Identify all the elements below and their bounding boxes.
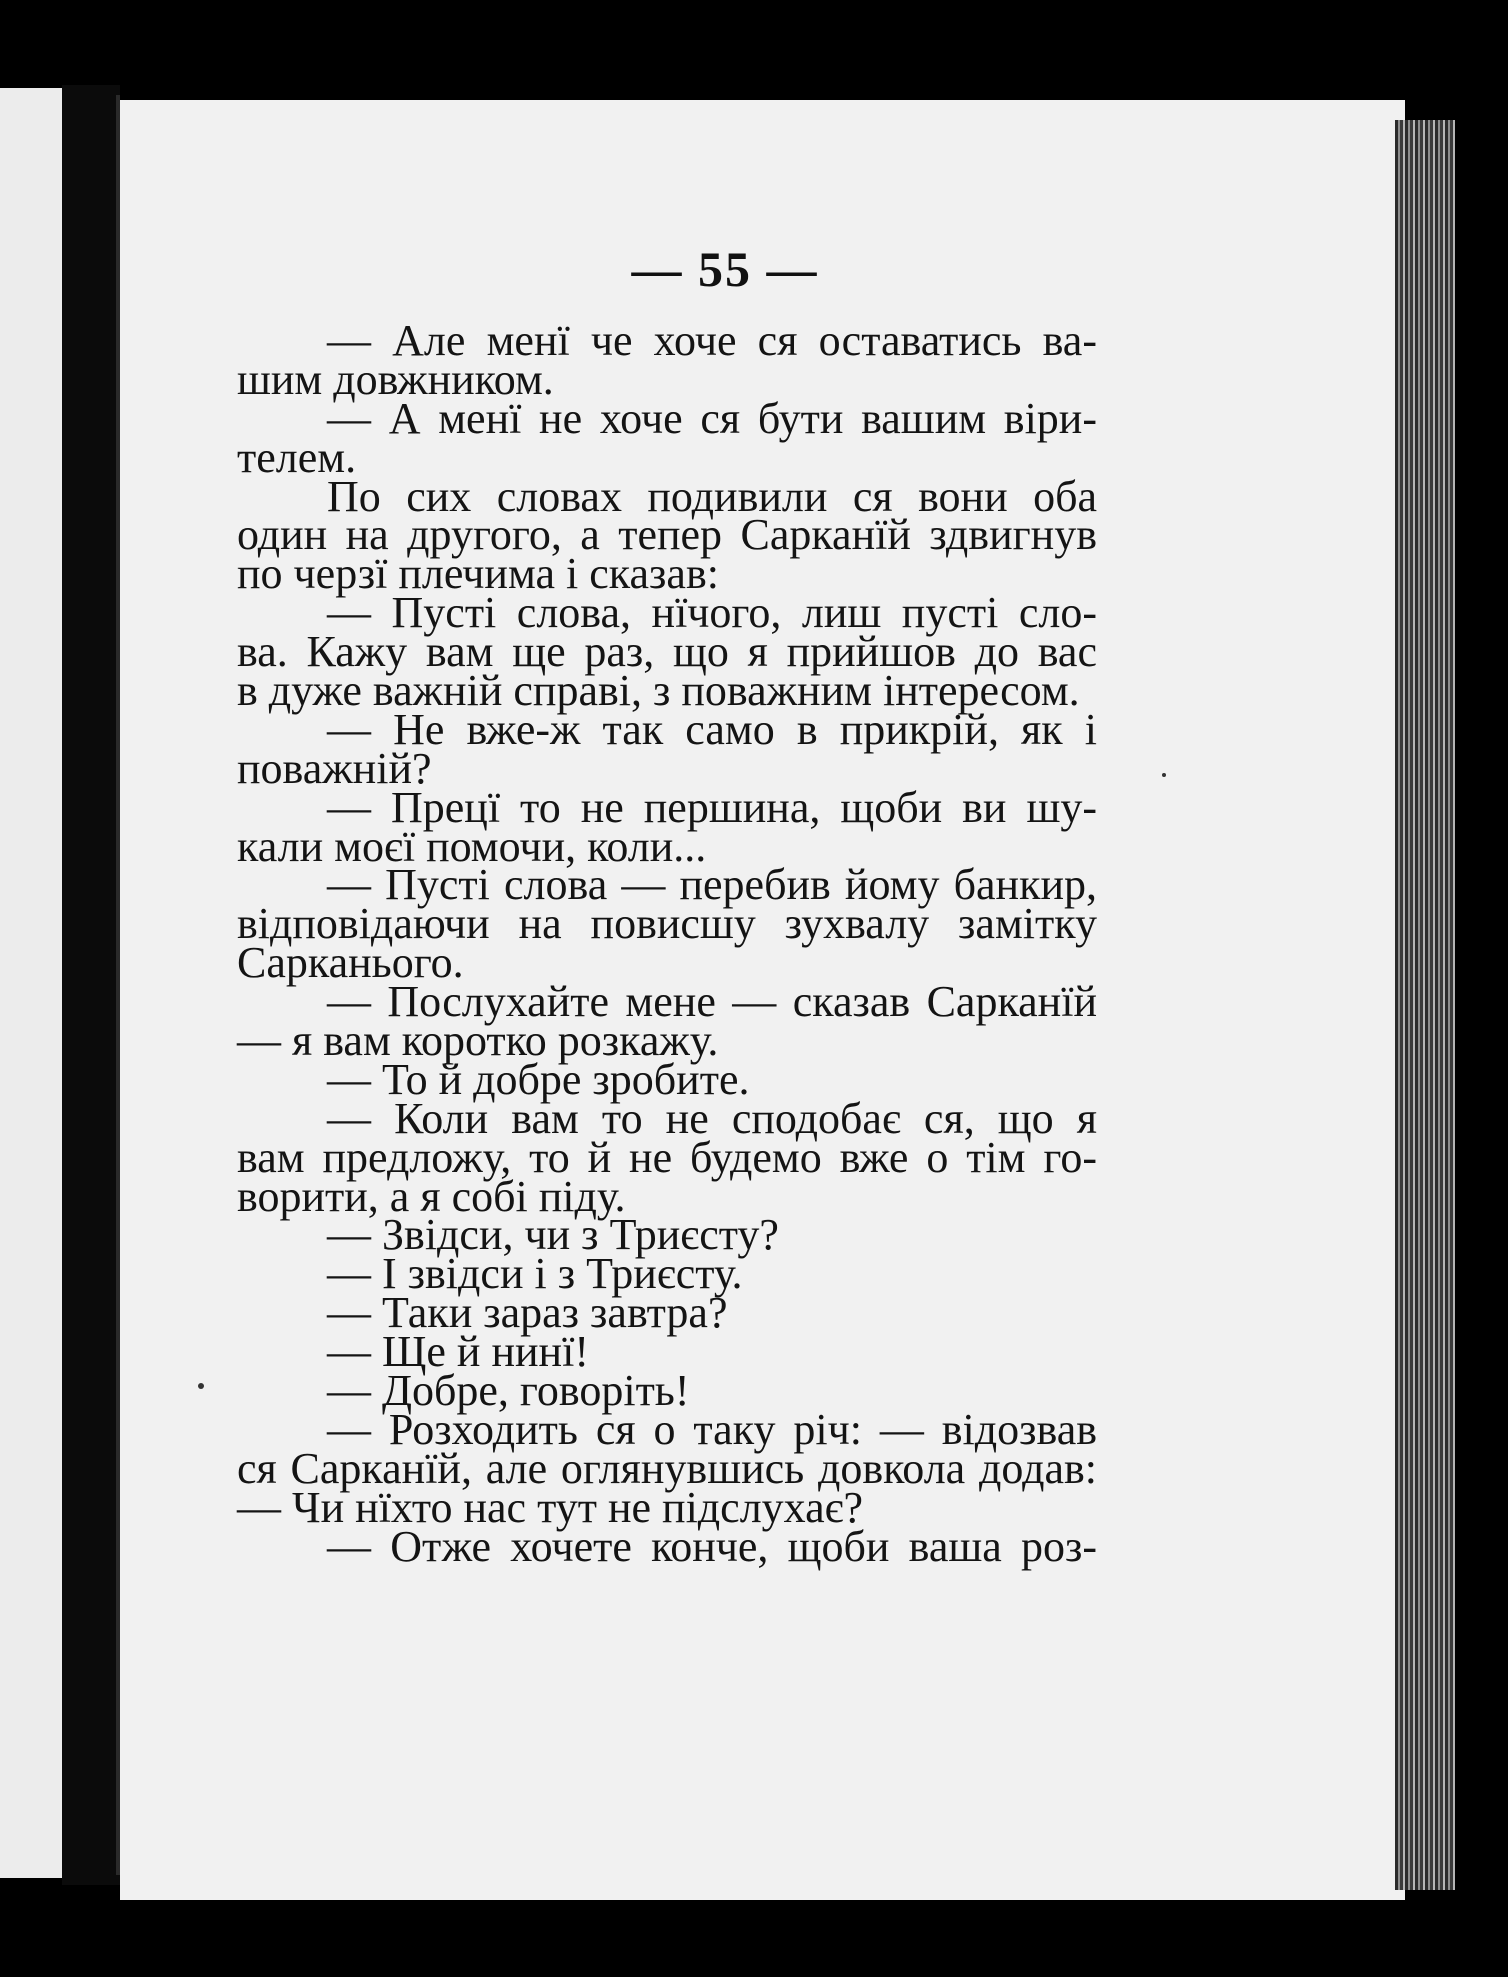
text-line: — І звідси і з Триєсту. [327, 1249, 743, 1299]
book-gutter [62, 85, 120, 1885]
text-line: ворити, а я собі піду. [237, 1171, 626, 1221]
text-line: — Ще й нинї! [327, 1327, 589, 1377]
page-body-text [237, 316, 1097, 1571]
text-line: ва. Кажу вам ще раз, що я прийшов до вас [237, 627, 1097, 677]
text-line: телем. [237, 432, 357, 482]
text-line: шим довжником. [237, 354, 554, 404]
text-line: — Коли вам то не сподобає ся, що я [327, 1093, 1097, 1143]
text-line: — Чи нїхто нас тут не підслухає? [237, 1482, 864, 1532]
text-line: — Отже хочете конче, щоби ваша роз- [327, 1521, 1097, 1571]
text-line: ся Сарканїй, але оглянувшись довкола додав: [237, 1443, 1097, 1493]
left-page-edge [0, 88, 62, 1878]
text-line: один на другого, а тепер Сарканїй здвигнув [237, 510, 1097, 560]
text-line: — Таки зараз завтра? [327, 1288, 728, 1338]
text-line: — Прецї то не першина, щоби ви шу- [327, 782, 1097, 832]
text-line: — Звідси, чи з Триєсту? [327, 1210, 779, 1260]
scan-speck [1162, 773, 1166, 777]
right-margin-shadow [1455, 100, 1508, 1910]
text-line: — Пусті слова, нїчого, лиш пусті сло- [327, 588, 1097, 638]
scan-speck [198, 1383, 204, 1389]
text-line: — Але менї че хоче ся оставатись ва- [327, 316, 1097, 365]
text-line: в дуже важній справі, з поважним інтересом. [237, 666, 1080, 716]
text-line: відповідаючи на повисшу зухвалу замітку [237, 899, 1097, 949]
text-line: Сарканього. [237, 938, 464, 988]
text-line: вам предложу, то й не будемо вже о тім го- [237, 1132, 1097, 1182]
text-line: поважній? [237, 743, 432, 793]
page-stack-edge [1395, 120, 1455, 1890]
page-number: — 55 — [631, 241, 819, 297]
text-line: — Добре, говоріть! [327, 1366, 690, 1416]
text-line: — Не вже-ж так само в прикрій, як і [327, 704, 1097, 754]
text-line: По сих словах подивили ся вони оба [327, 471, 1097, 521]
text-line: — Пусті слова — перебив йому банкир, [327, 860, 1097, 910]
text-line: — Розходить ся о таку річ: — відозвав [327, 1404, 1097, 1454]
text-line: кали моєї помочи, коли... [237, 821, 707, 871]
text-line: — А менї не хоче ся бути вашим віри- [327, 393, 1097, 443]
text-line: по черзї плечима і сказав: [237, 549, 719, 599]
text-line: — То й добре зробите. [327, 1054, 750, 1104]
text-line: — я вам коротко розкажу. [237, 1016, 719, 1066]
text-line: — Послухайте мене — сказав Сарканїй [327, 977, 1097, 1027]
